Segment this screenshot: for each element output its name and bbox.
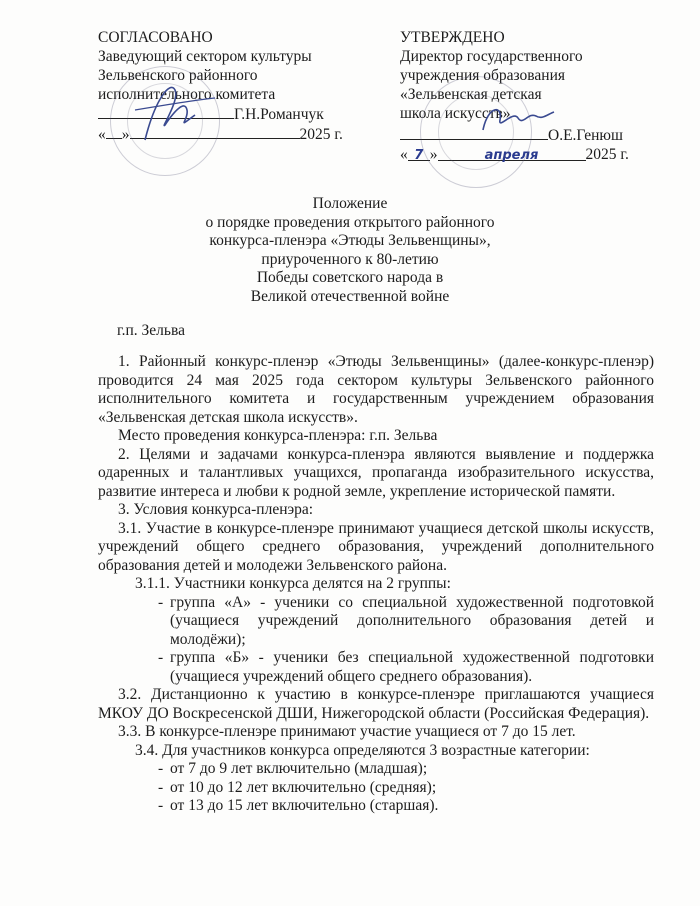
approval-line: Зельвенского районного bbox=[98, 67, 258, 84]
document-title bbox=[150, 195, 550, 306]
approval-heading-left: СОГЛАСОВАНО bbox=[98, 29, 213, 46]
signature-left bbox=[115, 70, 225, 150]
paragraph-3-3: 3.3. В конкурсе-пленэре принимают участие учащиеся от 7 до 15 лет. bbox=[118, 723, 576, 740]
age-middle-text: от 10 до 12 лет включительно (средняя); bbox=[170, 778, 437, 796]
list-item-age-senior bbox=[98, 797, 654, 816]
list-item-group-b bbox=[98, 649, 654, 686]
approval-signer-left: Г.Н.Романчук bbox=[234, 106, 324, 123]
list-item-group-a bbox=[98, 594, 654, 650]
approval-line: исполнительного комитета bbox=[98, 86, 276, 103]
document-body bbox=[98, 353, 654, 816]
approval-heading-right: УТВЕРЖДЕНО bbox=[400, 29, 505, 46]
title-line: Великой отечественной войне bbox=[250, 287, 450, 305]
list-dash: - bbox=[158, 760, 164, 777]
age-young-text: от 7 до 9 лет включительно (младшая); bbox=[170, 760, 428, 777]
approval-signer-right: О.Е.Генюш bbox=[548, 127, 623, 144]
document-place: г.п. Зельва bbox=[117, 322, 185, 339]
signature-right bbox=[478, 100, 558, 140]
age-senior-text: от 13 до 15 лет включительно (старшая). bbox=[170, 797, 439, 814]
title-line: приуроченного к 80-летию bbox=[261, 250, 439, 268]
title-line: конкурса-пленэра «Этюды Зельвенщины», bbox=[209, 232, 491, 249]
group-b-text: группа «Б» - ученики без специальной художественной подготовки (учащиеся учреждений общего среднего образования). bbox=[170, 649, 654, 685]
group-a-text: группа «А» - ученики со специальной художественной подготовкой (учащиеся учреждений дополнительного образования детей и молодёжи); bbox=[170, 593, 654, 648]
paragraph-1: 1. Районный конкурс-пленэр «Этюды Зельвенщины» (далее-конкурс-пленэр) проводится 24 мая 2025 года сектором культуры Зельвенского районного исполнительного комитета и государственным учреждением образования «Зельвенская детская школа искусств». bbox=[98, 353, 654, 426]
paragraph-1-place: Место проведения конкурса-пленэра: г.п. Зельва bbox=[118, 427, 438, 444]
date-quote-mid: » bbox=[429, 146, 438, 163]
list-item-age-young bbox=[98, 760, 654, 779]
approval-year-right: 2025 г. bbox=[585, 146, 629, 163]
approval-line: школа искусств» bbox=[400, 105, 511, 122]
date-quote-close: » bbox=[121, 126, 130, 143]
paragraph-3-1-1: 3.1.1. Участники конкурса делятся на 2 группы: bbox=[135, 575, 451, 592]
title-line: о порядке проведения открытого районного bbox=[205, 213, 495, 231]
date-quote-open: « bbox=[98, 126, 106, 143]
approval-line: учреждения образования bbox=[400, 67, 566, 84]
paragraph-3: 3. Условия конкурса-пленэра: bbox=[118, 501, 314, 518]
paragraph-3-2: 3.2. Дистанционно к участию в конкурсе-пленэре приглашаются учащиеся МКОУ ДО Воскресенской ДШИ, Нижегородской области (Российская Федерация). bbox=[98, 686, 654, 722]
paragraph-3-1: 3.1. Участие в конкурсе-пленэре принимают учащиеся детской школы искусств, учреждений общего среднего образования, учреждений дополнительного образования детей и молодежи Зельвенского района. bbox=[98, 519, 654, 574]
date-month: апреля bbox=[438, 146, 586, 161]
list-dash: - bbox=[158, 593, 164, 611]
list-dash: - bbox=[158, 797, 164, 814]
list-dash: - bbox=[158, 778, 164, 796]
approval-line: Директор государственного bbox=[400, 48, 583, 65]
title-line: Положение bbox=[312, 195, 388, 212]
paragraph-2: 2. Целями и задачами конкурса-пленэра являются выявление и поддержка одаренных и талантливых учащихся, пропаганда изобразительного искусства, развитие интереса и любви к родной земле, укрепление исторической памяти. bbox=[98, 445, 654, 500]
approval-year-left: 2025 г. bbox=[299, 126, 343, 143]
list-item-age-middle bbox=[98, 779, 654, 798]
paragraph-3-4: 3.4. Для участников конкурса определяются 3 возрастные категории: bbox=[135, 741, 590, 759]
date-quote-open: « bbox=[400, 146, 408, 163]
approval-line: Заведующий сектором культуры bbox=[98, 48, 312, 65]
title-line: Победы советского народа в bbox=[256, 269, 444, 286]
list-dash: - bbox=[158, 649, 164, 666]
date-day: 7 bbox=[408, 146, 430, 161]
approval-line: «Зельвенская детская bbox=[400, 86, 542, 103]
